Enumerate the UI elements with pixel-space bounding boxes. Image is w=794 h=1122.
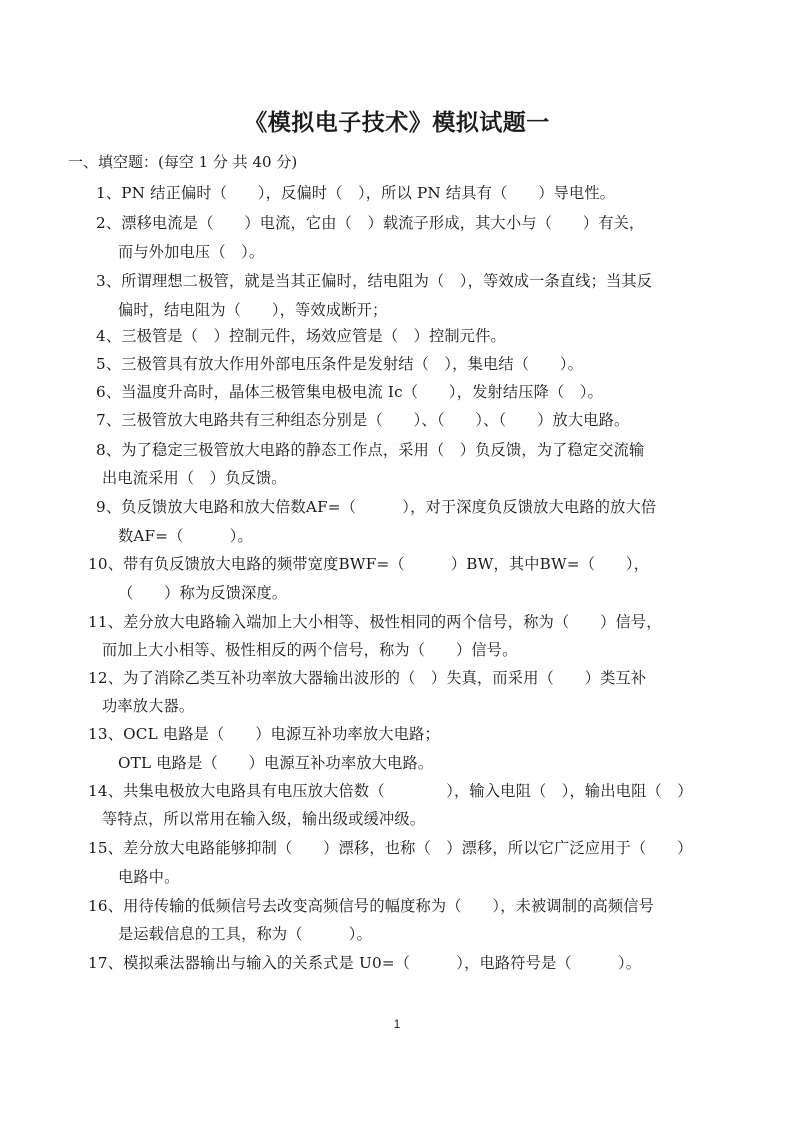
- question-line: 11、差分放大电路输入端加上大小相等、极性相同的两个信号，称为（ ）信号，: [88, 613, 662, 631]
- question-line: 数AF=（ ）。: [118, 527, 253, 545]
- question-line: 14、共集电极放大电路具有电压放大倍数（ ），输入电阻（ ），输出电阻（ ）: [88, 782, 693, 800]
- question-line: 3、所谓理想二极管，就是当其正偏时，结电阻为（ ），等效成一条直线；当其反: [96, 272, 653, 290]
- question-line: 电路中。: [118, 868, 180, 886]
- question-line: 8、为了稳定三极管放大电路的静态工作点，采用（ ）负反馈，为了稳定交流输: [96, 441, 645, 459]
- question-line: 17、模拟乘法器输出与输入的关系式是 U0=（ ），电路符号是（ ）。: [88, 954, 642, 972]
- question-line: 是运载信息的工具，称为（ ）。: [118, 925, 372, 943]
- question-line: 16、用待传输的低频信号去改变高频信号的幅度称为（ ），未被调制的高频信号: [88, 897, 655, 915]
- section-heading: 一、填空题：(每空 1 分 共 40 分): [68, 153, 298, 171]
- page-title: 《模拟电子技术》模拟试题一: [244, 110, 550, 136]
- question-line: 偏时，结电阻为（ ），等效成断开；: [118, 301, 388, 319]
- page-number: 1: [393, 1017, 401, 1031]
- question-line: 12、为了消除乙类互补功率放大器输出波形的（ ）失真，而采用（ ）类互补: [88, 669, 647, 687]
- question-line: 2、漂移电流是（ ）电流，它由（ ）载流子形成，其大小与（ ）有关，: [96, 214, 645, 232]
- question-line: OTL 电路是（ ）电源互补功率放大电路。: [118, 754, 434, 772]
- question-line: 6、当温度升高时，晶体三极管集电极电流 Ic（ ），发射结压降（ ）。: [96, 383, 603, 401]
- question-line: 9、负反馈放大电路和放大倍数AF=（ ），对于深度负反馈放大电路的放大倍: [96, 498, 657, 516]
- question-line: 4、三极管是（ ）控制元件，场效应管是（ ）控制元件。: [96, 327, 506, 345]
- question-line: 而与外加电压（ ）。: [118, 243, 265, 261]
- question-line: （ ）称为反馈深度。: [118, 584, 288, 602]
- question-line: 出电流采用（ ）负反馈。: [102, 469, 287, 487]
- question-line: 10、带有负反馈放大电路的频带宽度BWF=（ ）BW，其中BW=（ ），: [88, 555, 650, 573]
- question-line: 功率放大器。: [102, 697, 195, 715]
- question-line: 1、PN 结正偏时（ ），反偏时（ ），所以 PN 结具有（ ）导电性。: [96, 184, 616, 202]
- question-line: 等特点，所以常用在输入级，输出级或缓冲级。: [102, 810, 426, 828]
- question-line: 13、OCL 电路是（ ）电源互补功率放大电路；: [88, 725, 440, 743]
- question-line: 7、三极管放大电路共有三种组态分别是（ ）、（ ）、（ ）放大电路。: [96, 411, 630, 429]
- question-line: 而加上大小相等、极性相反的两个信号，称为（ ）信号。: [102, 641, 518, 659]
- question-line: 15、差分放大电路能够抑制（ ）漂移，也称（ ）漂移，所以它广泛应用于（ ）: [88, 839, 693, 857]
- question-line: 5、三极管具有放大作用外部电压条件是发射结（ ），集电结（ ）。: [96, 355, 584, 373]
